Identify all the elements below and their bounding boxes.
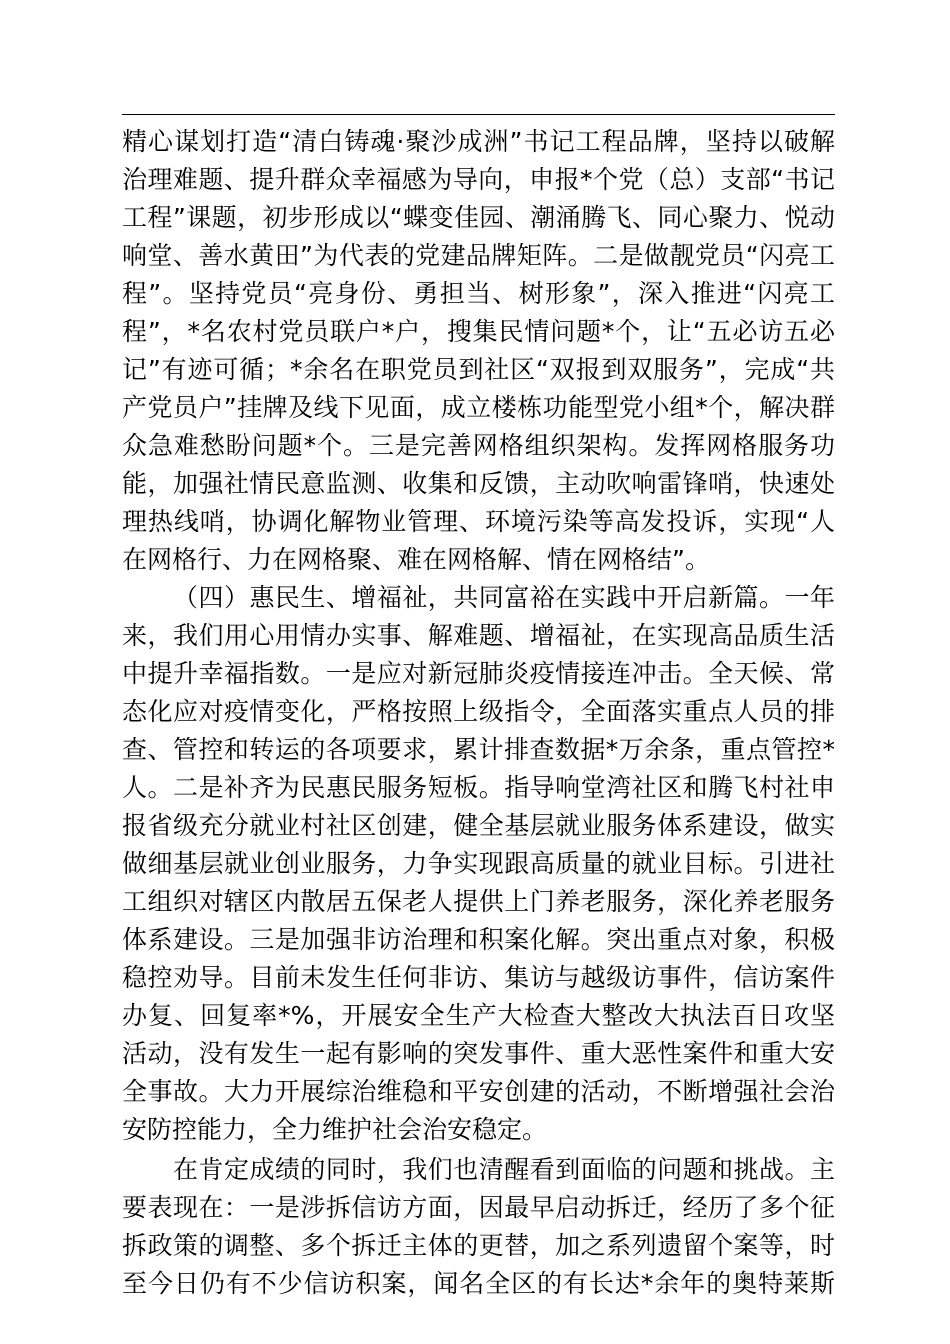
text-line: 众急难愁盼问题*个。三是完善网格组织架构。发挥网格服务功: [122, 431, 835, 460]
text-line: 程”，*名农村党员联户*户，搜集民情问题*个，让“五必访五必: [122, 317, 835, 346]
text-line: 记”有迹可循；*余名在职党员到社区“双报到双服务”，完成“共: [122, 355, 835, 384]
text-line: 程”。坚持党员“亮身份、勇担当、树形象”，深入推进“闪亮工: [122, 279, 835, 308]
text-line: 在肯定成绩的同时，我们也清醒看到面临的问题和挑战。主: [173, 1155, 835, 1184]
text-line: 中提升幸福指数。一是应对新冠肺炎疫情接连冲击。全天候、常: [122, 659, 835, 688]
text-line: （四）惠民生、增福祉，共同富裕在实践中开启新篇。一年: [173, 583, 835, 612]
text-line: 工程”课题，初步形成以“蝶变佳园、潮涌腾飞、同心聚力、悦动: [122, 203, 835, 232]
text-line: 精心谋划打造“清白铸魂·聚沙成洲”书记工程品牌，坚持以破解: [122, 127, 835, 156]
text-line: 活动，没有发生一起有影响的突发事件、重大恶性案件和重大安: [122, 1039, 835, 1068]
text-line: 在网格行、力在网格聚、难在网格解、情在网格结”。: [122, 545, 710, 574]
document-body: [122, 123, 835, 1303]
text-line: 报省级充分就业村社区创建，健全基层就业服务体系建设，做实: [122, 811, 835, 840]
header-rule: [122, 114, 835, 115]
text-line: 理热线哨，协调化解物业管理、环境污染等高发投诉，实现“人: [122, 507, 835, 536]
text-line: 来，我们用心用情办实事、解难题、增福祉，在实现高品质生活: [122, 621, 835, 650]
text-line: 体系建设。三是加强非访治理和积案化解。突出重点对象，积极: [122, 925, 835, 954]
text-line: 要表现在：一是涉拆信访方面，因最早启动拆迁，经历了多个征: [122, 1193, 835, 1222]
paragraph-problems: [122, 1151, 835, 1303]
text-line: 全事故。大力开展综治维稳和平安创建的活动，不断增强社会治: [122, 1077, 835, 1106]
text-line: 响堂、善水黄田”为代表的党建品牌矩阵。二是做靓党员“闪亮工: [122, 241, 835, 270]
text-line: 工组织对辖区内散居五保老人提供上门养老服务，深化养老服务: [122, 887, 835, 916]
text-line: 稳控劝导。目前未发生任何非访、集访与越级访事件，信访案件: [122, 963, 835, 992]
text-line: 安防控能力，全力维护社会治安稳定。: [122, 1115, 548, 1144]
text-line: 治理难题、提升群众幸福感为导向，申报*个党（总）支部“书记: [122, 165, 835, 194]
text-line: 拆政策的调整、多个拆迁主体的更替，加之系列遗留个案等，时: [122, 1231, 835, 1260]
text-line: 做细基层就业创业服务，力争实现跟高质量的就业目标。引进社: [122, 849, 835, 878]
text-line: 人。二是补齐为民惠民服务短板。指导响堂湾社区和腾飞村社申: [122, 773, 835, 802]
text-line: 产党员户”挂牌及线下见面，成立楼栋功能型党小组*个，解决群: [122, 393, 835, 422]
text-line: 能，加强社情民意监测、收集和反馈，主动吹响雷锋哨，快速处: [122, 469, 835, 498]
text-line: 办复、回复率*%，开展安全生产大检查大整改大执法百日攻坚: [122, 1001, 835, 1030]
paragraph-party-building: [122, 123, 835, 579]
text-line: 查、管控和转运的各项要求，累计排查数据*万余条，重点管控*: [122, 735, 835, 764]
text-line: 至今日仍有不少信访积案，闻名全区的有长达*余年的奥特莱斯: [122, 1269, 835, 1298]
paragraph-livelihood: [122, 579, 835, 1149]
text-line: 态化应对疫情变化，严格按照上级指令，全面落实重点人员的排: [122, 697, 835, 726]
